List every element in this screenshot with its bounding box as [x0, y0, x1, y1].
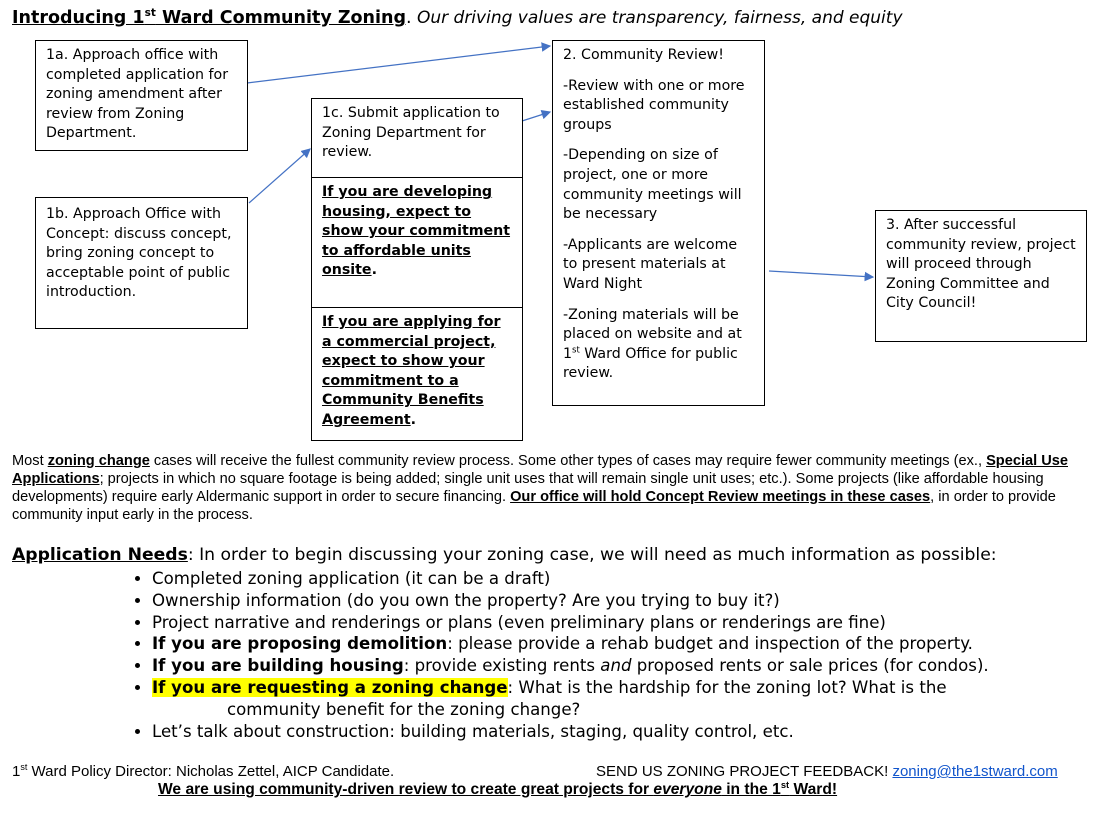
director-text: 1 [12, 763, 21, 780]
step-2-item: -Depending on size of project, one or more community meetings will be necessary [563, 147, 742, 223]
step-2-box [552, 40, 765, 406]
list-item [152, 590, 1100, 612]
step-1a-text: 1a. Approach office with completed application for zoning amendment after review from Zoning Department. [46, 47, 229, 142]
item-text-2: proposed rents or sale prices (for condos). [631, 656, 989, 676]
needs-title: Application Needs [12, 545, 188, 565]
commercial-note-period: . [410, 411, 417, 428]
para-text: cases will receive the fullest community review process. Some other types of cases may require fewer community meetings (ex., [149, 453, 987, 469]
title-text: Introducing 1 [12, 8, 145, 28]
step-2-item: -Applicants are welcome to present materials at Ward Night [563, 236, 738, 292]
step-2-item-text-2: Ward Office for public review. [563, 345, 738, 382]
feedback-text: SEND US ZONING PROJECT FEEDBACK! [596, 763, 893, 780]
sup: st [572, 344, 580, 355]
tagline-text-3: Ward! [789, 781, 838, 798]
item-text: : provide existing rents [403, 656, 601, 676]
housing-note [312, 177, 522, 307]
step-1b-box [35, 197, 248, 329]
item-text: : please provide a rehab budget and inspection of the property. [447, 634, 973, 654]
list-item [152, 655, 1100, 677]
highlighted-text: If you are requesting a zoning change [152, 677, 508, 697]
arrow-2-to-3 [769, 271, 873, 277]
step-1b-text: 1b. Approach Office with Concept: discuss concept, bring zoning concept to acceptable point of public introduction. [46, 206, 232, 301]
email-link[interactable]: zoning@the1stward.com [892, 763, 1058, 780]
item-text: Completed zoning application (it can be a draft) [152, 569, 551, 588]
sup: st [780, 779, 790, 790]
feedback-line [596, 763, 1058, 780]
title-values: Our driving values are transparency, fairness, and equity [411, 8, 903, 28]
item-text: Ownership information (do you own the property? Are you trying to buy it?) [152, 590, 780, 610]
step-2-item [563, 306, 754, 384]
para-text: ; projects in which no square footage is being added; single unit uses that will remain single unit uses; etc.). Some projects (like affordable housing developments) require early Aldermanic support in order to secure financing. [12, 471, 1044, 505]
para-text: , in order to provide community input early in the process. [12, 489, 1056, 523]
policy-director [12, 763, 394, 780]
step-1a-box [35, 40, 248, 151]
list-item [152, 633, 1100, 655]
step-2-item: -Review with one or more established community groups [563, 77, 745, 133]
item-text: : What is the hardship for the zoning lot? What is the [507, 677, 947, 697]
sup: st [20, 762, 28, 772]
arrow-1c-to-2 [522, 112, 550, 121]
commercial-note-text: If you are applying for a commercial project, expect to show your commitment to a Community Benefits Agreement [322, 314, 501, 428]
step-1c-text: 1c. Submit application to Zoning Department for review. [322, 105, 500, 161]
needs-intro: : In order to begin discussing your zoning case, we will need as much information as possible: [187, 545, 997, 565]
tagline-text: We are using community-driven review to create great projects for [158, 781, 654, 798]
para-text: Most [12, 453, 48, 469]
item-bold: If you are proposing demolition [152, 634, 448, 654]
review-paragraph [12, 452, 1082, 524]
item-text: Let’s talk about construction: building materials, staging, quality control, etc. [152, 721, 794, 741]
application-needs-heading [12, 545, 997, 565]
tagline-italic: everyone [653, 781, 722, 798]
arrow-1a-to-2 [247, 46, 550, 83]
arrow-1b-to-1c [249, 149, 310, 203]
list-item [152, 568, 1100, 590]
director-text-2: Ward Policy Director: Nicholas Zettel, AICP Candidate. [27, 763, 395, 780]
item-bold: If you are building housing [152, 656, 404, 676]
step-2-item-text: -Zoning materials will be placed on website and at 1 [563, 306, 742, 362]
needs-list [130, 568, 1100, 742]
title-text-2: Ward Community Zoning [155, 8, 406, 28]
housing-note-text: If you are developing housing, expect to show your commitment to affordable units onsite [322, 184, 511, 279]
tagline-text-2: in the 1 [721, 781, 781, 798]
para-emphasis: Our office will hold Concept Review meetings in these cases [510, 489, 931, 505]
tagline [158, 781, 837, 799]
para-emphasis: zoning change [47, 453, 150, 469]
item-text-2: community benefit for the zoning change? [227, 699, 581, 719]
list-item [152, 721, 1100, 743]
step-2-heading: 2. Community Review! [563, 47, 724, 63]
para-emphasis: Special Use Applications [12, 453, 1068, 487]
commercial-note [312, 307, 522, 431]
item-italic: and [600, 656, 632, 676]
title-sup: st [144, 7, 156, 20]
step-3-box [875, 210, 1087, 342]
list-item [152, 612, 1100, 634]
title-dot: . [406, 8, 412, 28]
step-1c-box [311, 98, 523, 441]
list-item [152, 677, 1100, 721]
item-text: Project narrative and renderings or plans (even preliminary plans or renderings are fine) [152, 612, 886, 632]
step-3-text: 3. After successful community review, project will proceed through Zoning Committee and City Council! [886, 217, 1076, 312]
housing-note-period: . [371, 262, 377, 279]
